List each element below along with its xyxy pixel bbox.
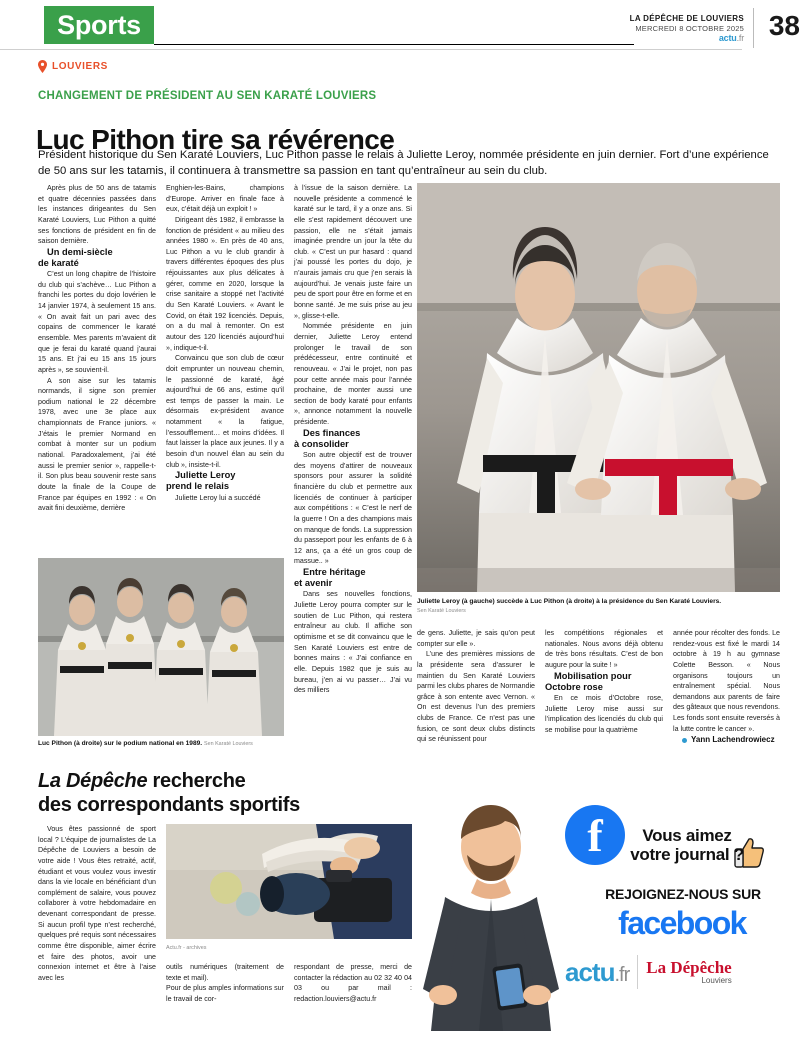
locality-marker	[38, 60, 108, 73]
paragraph: outils numériques (traitement de texte et mail). Pour de plus amples informations sur le travail de cor-	[166, 963, 284, 1003]
paragraph: Convaincu que son club de cœur doit emprunter un nouveau chemin, le passionné de karaté, âgé aujourd’hui de 66 ans, estime qu’il est temps de passer la main. Le désormais ex-président avance notamment « la fatigue, l’essoufflement… et moins d’idées. Il faut laisser la place aux jeunes. Il y a besoin d’un nouvel élan au sein du club », insiste-t-il.	[166, 354, 284, 469]
ad-person-illustration	[417, 789, 567, 1031]
map-pin-icon	[38, 60, 47, 73]
ad-network-name: facebook	[618, 905, 746, 941]
caption-credit: Actu.fr - archives	[166, 945, 207, 951]
article-byline	[673, 734, 780, 746]
paragraph: les compétitions régionales et nationales. Nous avons déjà obtenu de très bons résultats. C’est de bon augure pour la suite ! »	[545, 629, 663, 669]
page-number: 38	[768, 10, 800, 41]
karate-presidents-photo	[417, 183, 780, 592]
podium-1989-photo	[38, 558, 284, 736]
article-column-4	[417, 628, 535, 745]
ad-actu-text: actu	[565, 956, 615, 987]
caption-text: Juliette Leroy (à gauche) succède à Luc Pithon (à droite) à la présidence du Sen Karaté Louviers.	[417, 598, 722, 605]
actu-logo-text: actu	[718, 33, 737, 44]
paragraph: Dirigeant dès 1982, il embrasse la fonction de président « au milieu des années 1980 ». En près de 40 ans, Luc Pithon a vu le club grandir à travers différentes époques des plus réjouissantes aux plus délicates à gérer, comme en 2020, lorsque la crise sanitaire a stoppé net l’activité du Sen Karaté Louviers. « Avant le Covid, on était 192 licenciés. Depuis, on a du mal à remonter. On est autour des 120 licenciés aujourd’hui », indique-t-il.	[166, 215, 284, 352]
section-tag-sports: Sports	[44, 6, 154, 44]
article-column-6	[673, 628, 780, 746]
page-masthead	[0, 0, 806, 56]
paragraph: Juliette Leroy lui a succédé	[175, 493, 261, 502]
paragraph: de gens. Juliette, je sais qu’on peut compter sur elle ».	[417, 629, 535, 648]
paper-meta	[514, 14, 744, 45]
paragraph: En ce mois d’Octobre rose, Juliette Leroy mise aussi sur l’implication des licenciés du club qui se mobilise pour la quatrième	[545, 693, 663, 734]
paragraph: année pour récolter des fonds. Le rendez-vous est fixé le mardi 14 octobre à 19 h au gymnase Colette Besson. « Nous organisons toujours un entraînement spécial. Nous demandons aux parents de faire des gâteaux que nous revendons. Les fonds sont ensuite reversés à la lutte contre le cancer ».	[673, 629, 780, 733]
caption-credit: Sen Karaté Louviers	[203, 741, 253, 747]
main-photo-caption	[417, 598, 787, 616]
ad-brand-sub: Louviers	[701, 975, 732, 985]
paragraph: Après plus de 50 ans de tatamis et quatre décennies passées dans les instances dirigeantes du Sen Karaté Louviers, Luc Pithon a quitté ses fonctions de président en fin de saison dernière.	[38, 184, 156, 246]
caption-credit: Sen Karaté Louviers	[417, 607, 466, 614]
subheading-des-finances: Des finances à consolider	[294, 427, 361, 449]
ad-brand-name: La Dépêche	[646, 957, 732, 977]
ad-actu-logo	[565, 957, 629, 988]
article-column-2	[166, 183, 284, 503]
subheading-juliette-leroy: Juliette Leroy prend le relais	[166, 470, 236, 492]
podium-photo-caption	[38, 740, 284, 749]
caption-text: Luc Pithon (à droite) sur le podium national en 1989.	[38, 740, 203, 747]
promo-column-1	[38, 824, 156, 984]
paragraph: L’une des premières missions de la présidente sera d’assurer le maintien du Sen Karaté Louviers parmi les clubs phares de Normandie grâce à son entente avec Vernon. « On est devenus l’un des premiers clubs de France. Ce n’est pas une fusion, ce sont deux clubs distincts qui se réunissent pour	[417, 650, 535, 744]
promo-title-italic: La Dépêche	[38, 770, 148, 792]
ad-headline: Vous aimez votre journal ?	[630, 826, 744, 864]
masthead-rule-secondary	[0, 49, 742, 50]
promo-title-line2: des correspondants sportifs	[38, 793, 300, 816]
article-column-3	[294, 183, 412, 696]
locality-label: LOUVIERS	[52, 61, 108, 72]
facebook-promo-ad[interactable]	[417, 781, 780, 1031]
paper-name: LA DÉPÊCHE DE LOUVIERS	[629, 14, 744, 23]
ad-footer	[565, 951, 780, 993]
actu-logo	[514, 33, 744, 44]
journalist-camera-photo	[166, 824, 412, 939]
promo-title-rest: recherche	[147, 770, 246, 792]
ad-subline: REJOIGNEZ-NOUS SUR	[605, 886, 761, 902]
article-standfirst: Président historique du Sen Karaté Louviers, Luc Pithon passe le relais à Juliette Leroy, nommée présidente en juin dernier. Fort d’une expérience de 50 ans sur les tatamis, il continuera à transmettre sa passion en tant qu’entraîneur au sein du club.	[38, 149, 769, 178]
article-headline: Luc Pithon tire sa révérence	[36, 123, 395, 155]
promo-column-3	[294, 962, 412, 1005]
masthead-divider	[753, 8, 754, 48]
ad-logo-divider	[637, 955, 638, 989]
subheading-entre-heritage: Entre héritage et avenir	[294, 567, 366, 589]
paragraph: respondant de presse, merci de contacter la rédaction au 02 32 40 04 03 ou par mail : redaction.louviers@actu.fr	[294, 963, 412, 1003]
promo-title	[38, 770, 398, 817]
paragraph: Vous êtes passionné de sport local ? L’équipe de journalistes de La Dépêche de Louviers a besoin de votre aide ! Vous êtes retraité, actif, étudiant et vous voulez vous investir dans la vie locale en bénéficiant d’un complément de salaire, vous pouvez collaborer à votre hebdomadaire en devenant correspondant de presse. Si aucun profil type n’est recherché, quelques pré requis sont nécessaires comme être disponible, aimer écrire et faire des photos, avoir une connexion internet et être à l’aise avec les	[38, 825, 156, 982]
paragraph: Enghien-les-Bains, champions d’Europe. Arriver en finale face à eux, c’était déjà un exploit ! »	[166, 184, 284, 214]
promo-column-2	[166, 962, 284, 1005]
paragraph: Son autre objectif est de trouver des moyens d’attirer de nouveaux sponsors pour assurer la solidité financière du club et permettre aux licenciés de continuer à participer aux compétitions : « C’est le nerf de la guerre ! On a des champions mais on manque de fonds. La suppression du passeport pour les enfants de 6 à 12 ans, ça a été un gros coup de massue.. »	[294, 451, 412, 566]
byline-name: Yann Lachendrowiecz	[691, 735, 775, 745]
facebook-icon-glyph: f	[587, 810, 603, 861]
actu-logo-suffix: .fr	[736, 33, 744, 44]
paragraph: C’est un long chapitre de l’histoire du club qui s’achève… Luc Pithon a franchi les portes du dojo lovérien le 14 janvier 1974, à seulement 15 ans. « On avait fait un pari avec des copains de commencer le karaté ensemble. Mes parents m’avaient dit que je ferai du karaté quand j’aurai 15 ans. Et j’ai eu 15 ans 15 jours après », se souvient-il.	[38, 270, 156, 374]
camera-photo-caption	[166, 944, 412, 953]
paragraph: A son aise sur les tatamis normands, il signe son premier podium national le 22 décembre 1978, avec une 3e place aux championnats de France juniors. « J’étais le premier Normand en combat à monter sur un podium national. Paradoxalement, j’ai été aussi le premier senior », rappelle-t-il. Son plus beau souvenir reste sans doute la finale de la Coupe de France par équipes en 1992 : « On avait fini deuxième, derrière	[38, 376, 156, 513]
article-column-5	[545, 628, 663, 735]
paragraph: Nommée présidente en juin dernier, Juliette Leroy entend prolonger le travail de son prédécesseur, entre continuité et renouveau. « J’ai le projet, non pas pour cette année mais pour l’année prochaine, de monter aussi une section de body karaté pour enfants », annonce notamment la nouvelle présidente.	[294, 322, 412, 427]
subheading-demi-siecle: Un demi-siècle de karaté	[38, 246, 113, 268]
article-column-1	[38, 183, 156, 514]
paragraph: à l’issue de la saison dernière. La nouvelle présidente a commencé le karaté sur le tard, il y a onze ans. Si elle s’est rapidement découvert une passion, elle ne s’était jamais imaginée prendre un jour la tête du club. « C’est un pur hasard : quand j’ai poussé les portes du dojo, je n’aurais jamais cru que j’en serais là aujourd’hui. Je venais juste faire un peu de sport pour être en forme et en bonne santé. Je me suis prise au jeu », glisse-t-elle.	[294, 184, 412, 320]
ad-actu-suffix: .fr	[614, 963, 630, 986]
article-kicker: CHANGEMENT DE PRÉSIDENT AU SEN KARATÉ LOUVIERS	[38, 90, 377, 102]
paragraph: Dans ses nouvelles fonctions, Juliette Leroy pourra compter sur le soutien de Luc Pithon, qui restera entraîneur au club. Il affiche son optimisme et se dit convaincu que le Sen Karaté Louviers est entre de bonnes mains : « J’ai confiance en elle. Depuis 1982 que je suis au bureau, j’en ai vu passer… J’ai vu des milliers	[294, 590, 412, 695]
subheading-octobre-rose: Mobilisation pour Octobre rose	[545, 670, 632, 692]
ad-brand-logo	[646, 959, 731, 985]
paper-date: MERCREDI 8 OCTOBRE 2025	[635, 24, 744, 33]
byline-bullet-icon	[682, 738, 687, 743]
